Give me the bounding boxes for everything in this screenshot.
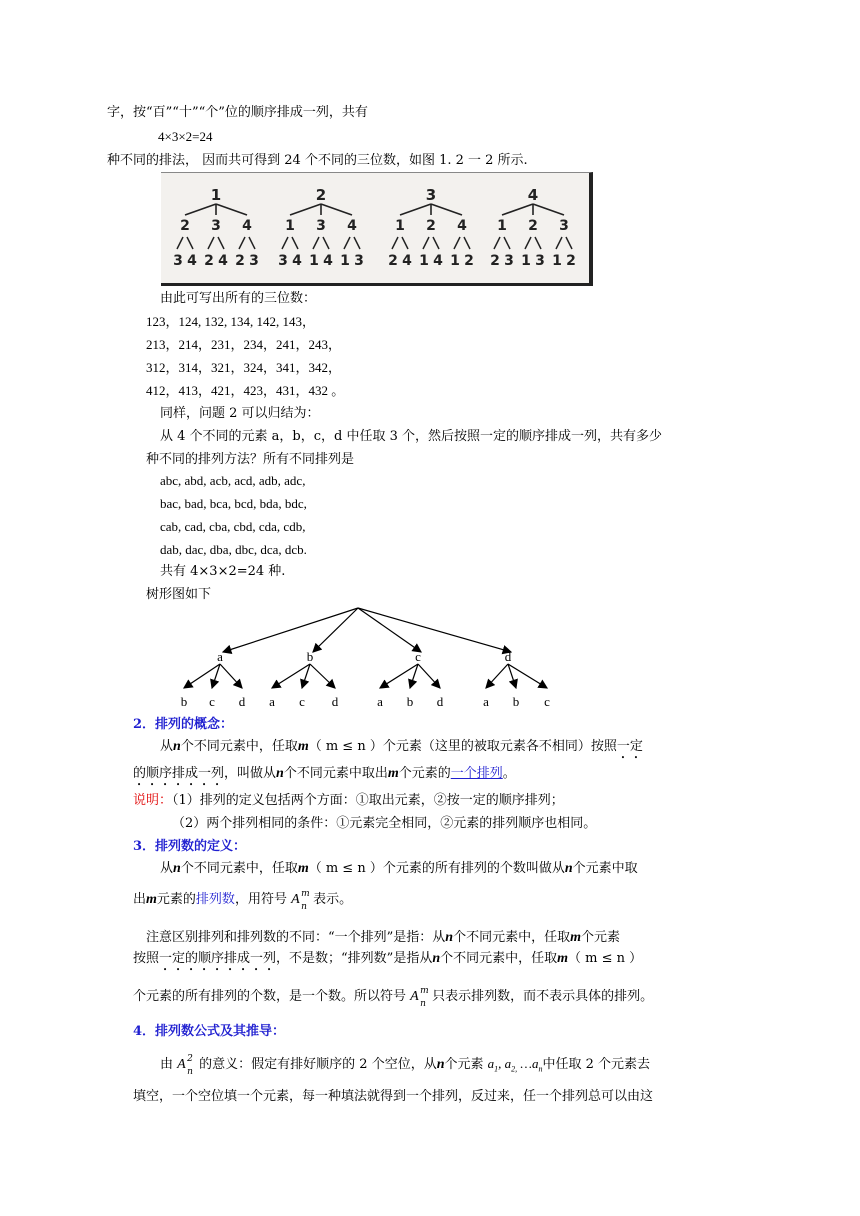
tree-leaf-number: 1 xyxy=(340,253,350,269)
permutation-symbol: A m n xyxy=(291,889,310,912)
section-4-line-2: 填空，一个空位填一个元素，每一种填法就得到一个排列，反过来，任一个排列总可以由这 xyxy=(133,1089,654,1104)
tree-leaf-number: 4 xyxy=(187,253,197,269)
problem2-text-1: 从 4 个不同的元素 a，b，c，d 中任取 3 个，然后按照一定的顺序排成一列，共有多少 xyxy=(160,429,663,444)
tree-child-number: 4 xyxy=(347,218,357,234)
tree-arrow xyxy=(486,664,508,688)
tree-leaf-number: 1 xyxy=(419,253,429,269)
section-2-note-2: （2）两个排列相同的条件：①元素完全相同，②元素的排列顺序也相同。 xyxy=(172,816,597,831)
tree-branch xyxy=(400,204,431,215)
tree-branch xyxy=(239,237,245,249)
tree-branch xyxy=(185,204,216,215)
tree-branch xyxy=(431,204,462,215)
three-digit-row: 213，214，231，234，241，243， xyxy=(146,337,342,352)
element-sequence: $a_1$, $a_{2,}$ $\dots a_n$ xyxy=(487,1056,543,1074)
tree-node-label: d xyxy=(504,649,512,664)
tree-branch xyxy=(354,237,360,249)
tree-leaf-label: c xyxy=(209,694,215,709)
tree-branch xyxy=(249,237,255,249)
problem2-total: 共有 4×3×2=24 种. xyxy=(160,564,286,579)
tree-node-label: b xyxy=(306,649,314,664)
three-digit-row: 412，413，421，423，431，432 。 xyxy=(146,383,345,398)
scanned-tree-figure xyxy=(161,172,593,286)
tree-leaf-number: 1 xyxy=(521,253,531,269)
tree-arrow xyxy=(313,608,358,652)
tree-branch xyxy=(504,237,510,249)
tree-leaf-label: d xyxy=(436,694,444,709)
tree-branch xyxy=(392,237,398,249)
tree-leaf-number: 2 xyxy=(235,253,245,269)
section-3-para-line-2: 出m元素的排列数，用符号 A m n 表示。 xyxy=(133,889,353,912)
tree-leaf-number: 4 xyxy=(323,253,333,269)
tree-node-label: a xyxy=(217,649,223,664)
tree-leaf-number: 4 xyxy=(402,253,412,269)
tree-root-number: 4 xyxy=(527,186,539,204)
three-digit-row: 123，124, 132, 134, 142, 143， xyxy=(146,314,316,329)
tree-child-number: 1 xyxy=(285,218,295,234)
tree-branch xyxy=(216,204,247,215)
tree-branch xyxy=(208,237,214,249)
section-3-title: 3．排列数的定义： xyxy=(133,839,247,854)
tree-arrow xyxy=(380,664,418,688)
tree-branch xyxy=(187,237,193,249)
letter-perm-row: abc, abd, acb, acd, adb, adc, xyxy=(160,473,306,488)
tree-child-number: 1 xyxy=(497,218,507,234)
tree-root-number: 1 xyxy=(210,186,222,204)
tree-node-label: c xyxy=(415,649,421,664)
tree-branch xyxy=(433,237,439,249)
tree-branch xyxy=(464,237,470,249)
letter-perm-row: dab, dac, dba, dbc, dca, dcb. xyxy=(160,542,307,557)
notice-line-3: 个元素的所有排列的个数，是一个数。所以符号 A m n 只表示排列数，而不表示具体的排列。 xyxy=(133,986,654,1009)
tree-leaf-number: 1 xyxy=(309,253,319,269)
tree-leaf-label: b xyxy=(180,694,188,709)
tree-leaf-label: c xyxy=(299,694,305,709)
tree-root-number: 3 xyxy=(425,186,437,204)
tree-arrow xyxy=(418,664,440,688)
tree-arrow xyxy=(184,664,220,688)
tree-leaf-number: 2 xyxy=(464,253,474,269)
tree-arrow xyxy=(212,664,220,688)
tree-leaf-number: 3 xyxy=(173,253,183,269)
tree-leaf-number: 4 xyxy=(292,253,302,269)
tree-branch xyxy=(502,204,533,215)
tree-child-number: 4 xyxy=(242,218,252,234)
tree-leaf-number: 3 xyxy=(535,253,545,269)
tree-child-number: 2 xyxy=(180,218,190,234)
tree-child-number: 1 xyxy=(395,218,405,234)
intro-line-1: 字，按“百”“十”“个”位的顺序排成一列，共有 xyxy=(107,105,368,120)
tree-arrow xyxy=(223,608,358,652)
tree-branch xyxy=(535,237,541,249)
tree-leaf-label: d xyxy=(331,694,339,709)
intro-formula: 4×3×2=24 xyxy=(158,129,213,144)
tree-leaf-number: 1 xyxy=(552,253,562,269)
tree-child-number: 2 xyxy=(426,218,436,234)
tree-branch xyxy=(292,237,298,249)
tree-leaf-number: 4 xyxy=(433,253,443,269)
tree-branch xyxy=(344,237,350,249)
tree-arrow xyxy=(310,664,335,688)
tree-branch xyxy=(282,237,288,249)
tree-branch xyxy=(454,237,460,249)
scanned-tree-svg xyxy=(161,173,589,283)
permutation-symbol: A m n xyxy=(410,986,429,1009)
tree-leaf-label: a xyxy=(377,694,383,709)
letter-tree-diagram xyxy=(160,600,580,712)
tree-leaf-number: 2 xyxy=(388,253,398,269)
tree-branch xyxy=(290,204,321,215)
three-digit-row: 312，314，321，324，341，342， xyxy=(146,360,342,375)
tree-leaf-number: 2 xyxy=(490,253,500,269)
section-4-line-1: 由 A 2 n 的意义：假定有排好顺序的 2 个空位，从n个元素 $a_1$, $a_{2,}$ $\dots a_n$中任取 2 个元素去 xyxy=(160,1054,651,1077)
tree-leaf-label: d xyxy=(238,694,246,709)
letter-perm-row: cab, cad, cba, cbd, cda, cdb, xyxy=(160,519,306,534)
tree-leaf-number: 1 xyxy=(450,253,460,269)
section-4-title: 4．排列数公式及其推导： xyxy=(133,1024,286,1039)
tree-leaf-number: 3 xyxy=(278,253,288,269)
section-2-para-line-1: 从n个不同元素中，任取m（ m ≤ n ）个元素（这里的被取元素各不相同）按照一定 xyxy=(160,739,643,754)
tree-arrow xyxy=(272,664,310,688)
tree-leaf-number: 3 xyxy=(504,253,514,269)
tree-arrow xyxy=(358,608,511,652)
tree-branch xyxy=(402,237,408,249)
notice-line-2: 按照一定的顺序排成一列，不是数；“排列数”是指从n个不同元素中，任取m（ m ≤ n ） xyxy=(133,951,643,966)
tree-root-number: 2 xyxy=(315,186,327,204)
tree-child-number: 3 xyxy=(559,218,569,234)
tree-leaf-number: 2 xyxy=(204,253,214,269)
tree-branch xyxy=(218,237,224,249)
tree-branch xyxy=(323,237,329,249)
tree-branch xyxy=(313,237,319,249)
tree-leaf-number: 3 xyxy=(354,253,364,269)
tree-leaf-label: b xyxy=(406,694,414,709)
tree-child-number: 2 xyxy=(528,218,538,234)
tree-leaf-label: c xyxy=(544,694,550,709)
intro-line-3: 种不同的排法， 因而共可得到 24 个不同的三位数，如图 1. 2 一 2 所示. xyxy=(107,153,528,168)
tree-arrow xyxy=(358,608,421,652)
permutation-symbol: A 2 n xyxy=(177,1054,193,1077)
three-digit-lead: 由此可写出所有的三位数： xyxy=(160,291,317,306)
section-3-para-line-1: 从n个不同元素中，任取m（ m ≤ n ）个元素的所有排列的个数叫做从n个元素中取 xyxy=(160,861,638,876)
tree-caption: 树形图如下 xyxy=(146,587,212,602)
tree-leaf-label: b xyxy=(512,694,520,709)
letter-perm-row: bac, bad, bca, bcd, bda, bdc, xyxy=(160,496,307,511)
tree-child-number: 4 xyxy=(457,218,467,234)
tree-leaf-label: a xyxy=(269,694,275,709)
tree-leaf-number: 3 xyxy=(249,253,259,269)
tree-leaf-number: 4 xyxy=(218,253,228,269)
tree-branch xyxy=(566,237,572,249)
tree-branch xyxy=(533,204,564,215)
tree-branch xyxy=(321,204,352,215)
tree-child-number: 3 xyxy=(316,218,326,234)
tree-branch xyxy=(556,237,562,249)
problem2-text-2: 种不同的排列方法？所有不同排列是 xyxy=(146,452,355,467)
tree-child-number: 3 xyxy=(211,218,221,234)
section-2-title: 2．排列的概念： xyxy=(133,717,234,732)
section-2-para-line-2: 的顺序排成一列，叫做从n个不同元素中取出m个元素的一个排列。 xyxy=(133,766,516,781)
tree-leaf-label: a xyxy=(483,694,489,709)
tree-branch xyxy=(494,237,500,249)
problem2-lead: 同样，问题 2 可以归结为： xyxy=(160,406,320,421)
tree-branch xyxy=(525,237,531,249)
tree-arrow xyxy=(220,664,242,688)
tree-arrow xyxy=(508,664,547,688)
section-2-note-1: 说明：（1）排列的定义包括两个方面：①取出元素，②按一定的顺序排列； xyxy=(133,793,564,808)
notice-line-1: 注意区别排列和排列数的不同：“一个排列”是指：从n个不同元素中，任取m个元素 xyxy=(146,930,621,945)
tree-branch xyxy=(423,237,429,249)
tree-leaf-number: 2 xyxy=(566,253,576,269)
tree-branch xyxy=(177,237,183,249)
